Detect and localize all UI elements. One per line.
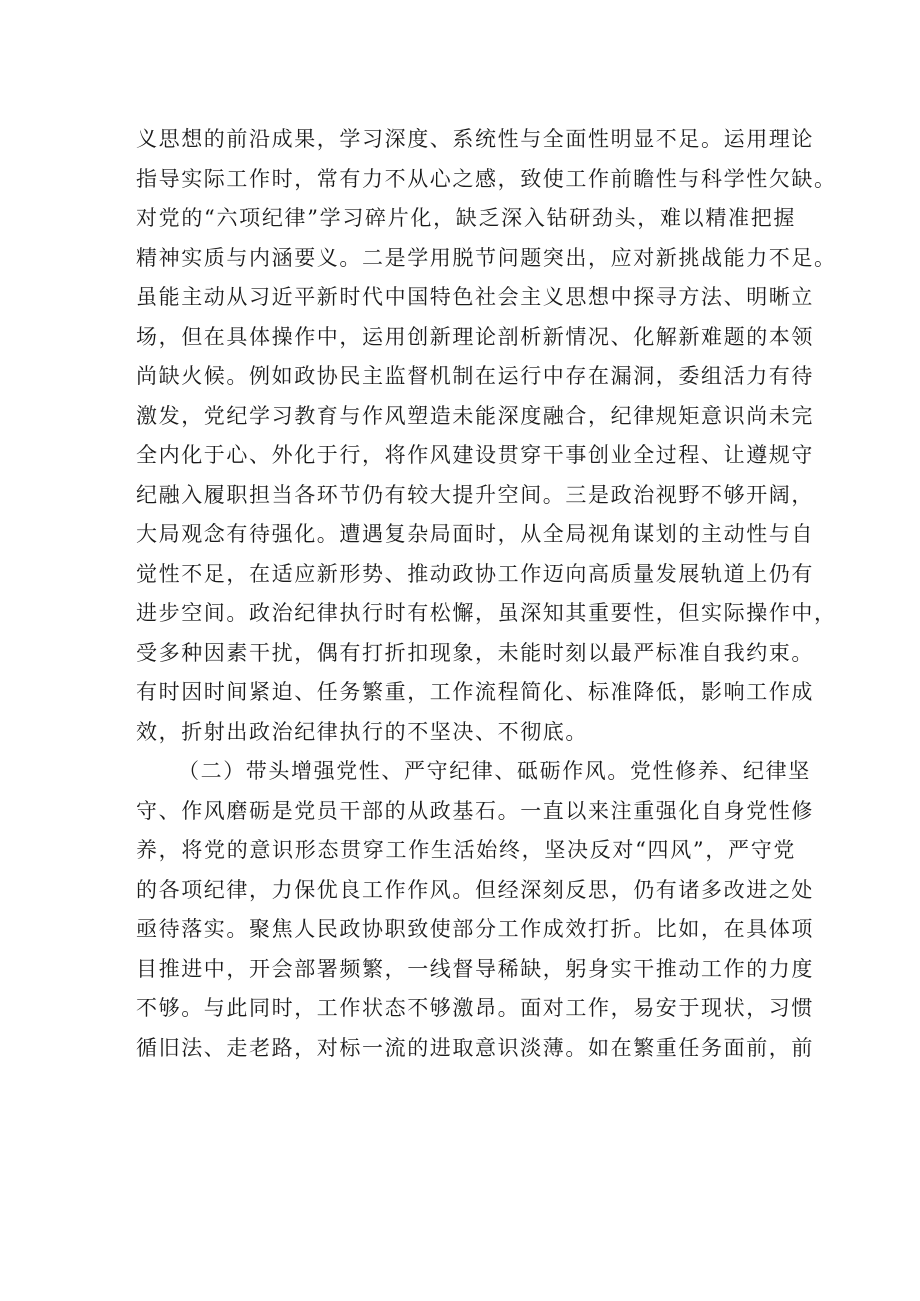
paragraph-1-line-12: 觉性不足，在适应新形势、推动政协工作迈向高质量发展轨道上仍有 bbox=[136, 561, 814, 586]
paragraph-1-line-7: 尚缺火候。例如政协民主监督机制在运行中存在漏洞，委组活力有待 bbox=[136, 364, 814, 388]
paragraph-1-line-2: 指导实际工作时，常有力不从心之感，致使工作前瞻性与科学性欠缺。 bbox=[136, 166, 837, 191]
paragraph-1-line-3: 对党的“六项纪律”学习碎片化，缺乏深入钻研劲头，难以精准把握 bbox=[136, 206, 796, 230]
paragraph-1-line-11: 大局观念有待强化。遭遇复杂局面时，从全局视角谋划的主动性与自 bbox=[136, 522, 814, 546]
paragraph-2-line-5: 亟待落实。聚焦人民政协职致使部分工作成效打折。比如，在具体项 bbox=[136, 917, 814, 941]
paragraph-1-line-4: 精神实质与内涵要义。二是学用脱节问题突出，应对新挑战能力不足。 bbox=[136, 245, 837, 270]
paragraph-1-line-6: 场，但在具体操作中，运用创新理论剖析新情况、化解新难题的本领 bbox=[136, 324, 814, 349]
paragraph-1-line-14: 受多种因素干扰，偶有打折扣现象，未能时刻以最严标准自我约束。 bbox=[136, 640, 814, 665]
paragraph-1-line-1: 义思想的前沿成果，学习深度、系统性与全面性明显不足。运用理论 bbox=[136, 127, 814, 151]
paragraph-1-line-8: 激发，党纪学习教育与作风塑造未能深度融合，纪律规矩意识尚未完 bbox=[136, 403, 814, 428]
paragraph-1-line-5: 虽能主动从习近平新时代中国特色社会主义思想中探寻方法、明晰立 bbox=[136, 285, 814, 309]
paragraph-1-line-16: 效，折射出政治纪律执行的不坚决、不彻底。 bbox=[136, 719, 588, 744]
paragraph-2-line-1: （二）带头增强党性、严守纪律、砥砺作风。党性修养、纪律坚 bbox=[178, 759, 811, 783]
paragraph-2-line-2: 守、作风磨砺是党员干部的从政基石。一直以来注重强化自身党性修 bbox=[136, 798, 814, 823]
paragraph-2-line-3: 养，将党的意识形态贯穿工作生活始终，坚决反对“四风”，严守党 bbox=[136, 838, 796, 862]
paragraph-2 bbox=[136, 752, 814, 1068]
paragraph-1-line-15: 有时因时间紧迫、任务繁重，工作流程简化、标准降低，影响工作成 bbox=[136, 680, 814, 704]
paragraph-1-line-13: 进步空间。政治纪律执行时有松懈，虽深知其重要性，但实际操作中， bbox=[136, 601, 837, 625]
paragraph-2-line-6: 目推进中，开会部署频繁，一线督导稀缺，躬身实干推动工作的力度 bbox=[136, 956, 814, 981]
paragraph-2-line-4: 的各项纪律，力保优良工作作风。但经深刻反思，仍有诸多改进之处 bbox=[136, 877, 814, 902]
paragraph-1-line-10: 纪融入履职担当各环节仍有较大提升空间。三是政治视野不够开阔， bbox=[136, 482, 814, 507]
paragraph-2-line-8: 循旧法、走老路，对标一流的进取意识淡薄。如在繁重任务面前，前 bbox=[136, 1035, 814, 1060]
paragraph-1-line-9: 全内化于心、外化于行，将作风建设贯穿干事创业全过程、让遵规守 bbox=[136, 443, 814, 467]
paragraph-2-line-7: 不够。与此同时，工作状态不够激昂。面对工作，易安于现状，习惯 bbox=[136, 996, 814, 1020]
paragraph-1 bbox=[136, 120, 837, 752]
document-body bbox=[136, 120, 837, 1068]
